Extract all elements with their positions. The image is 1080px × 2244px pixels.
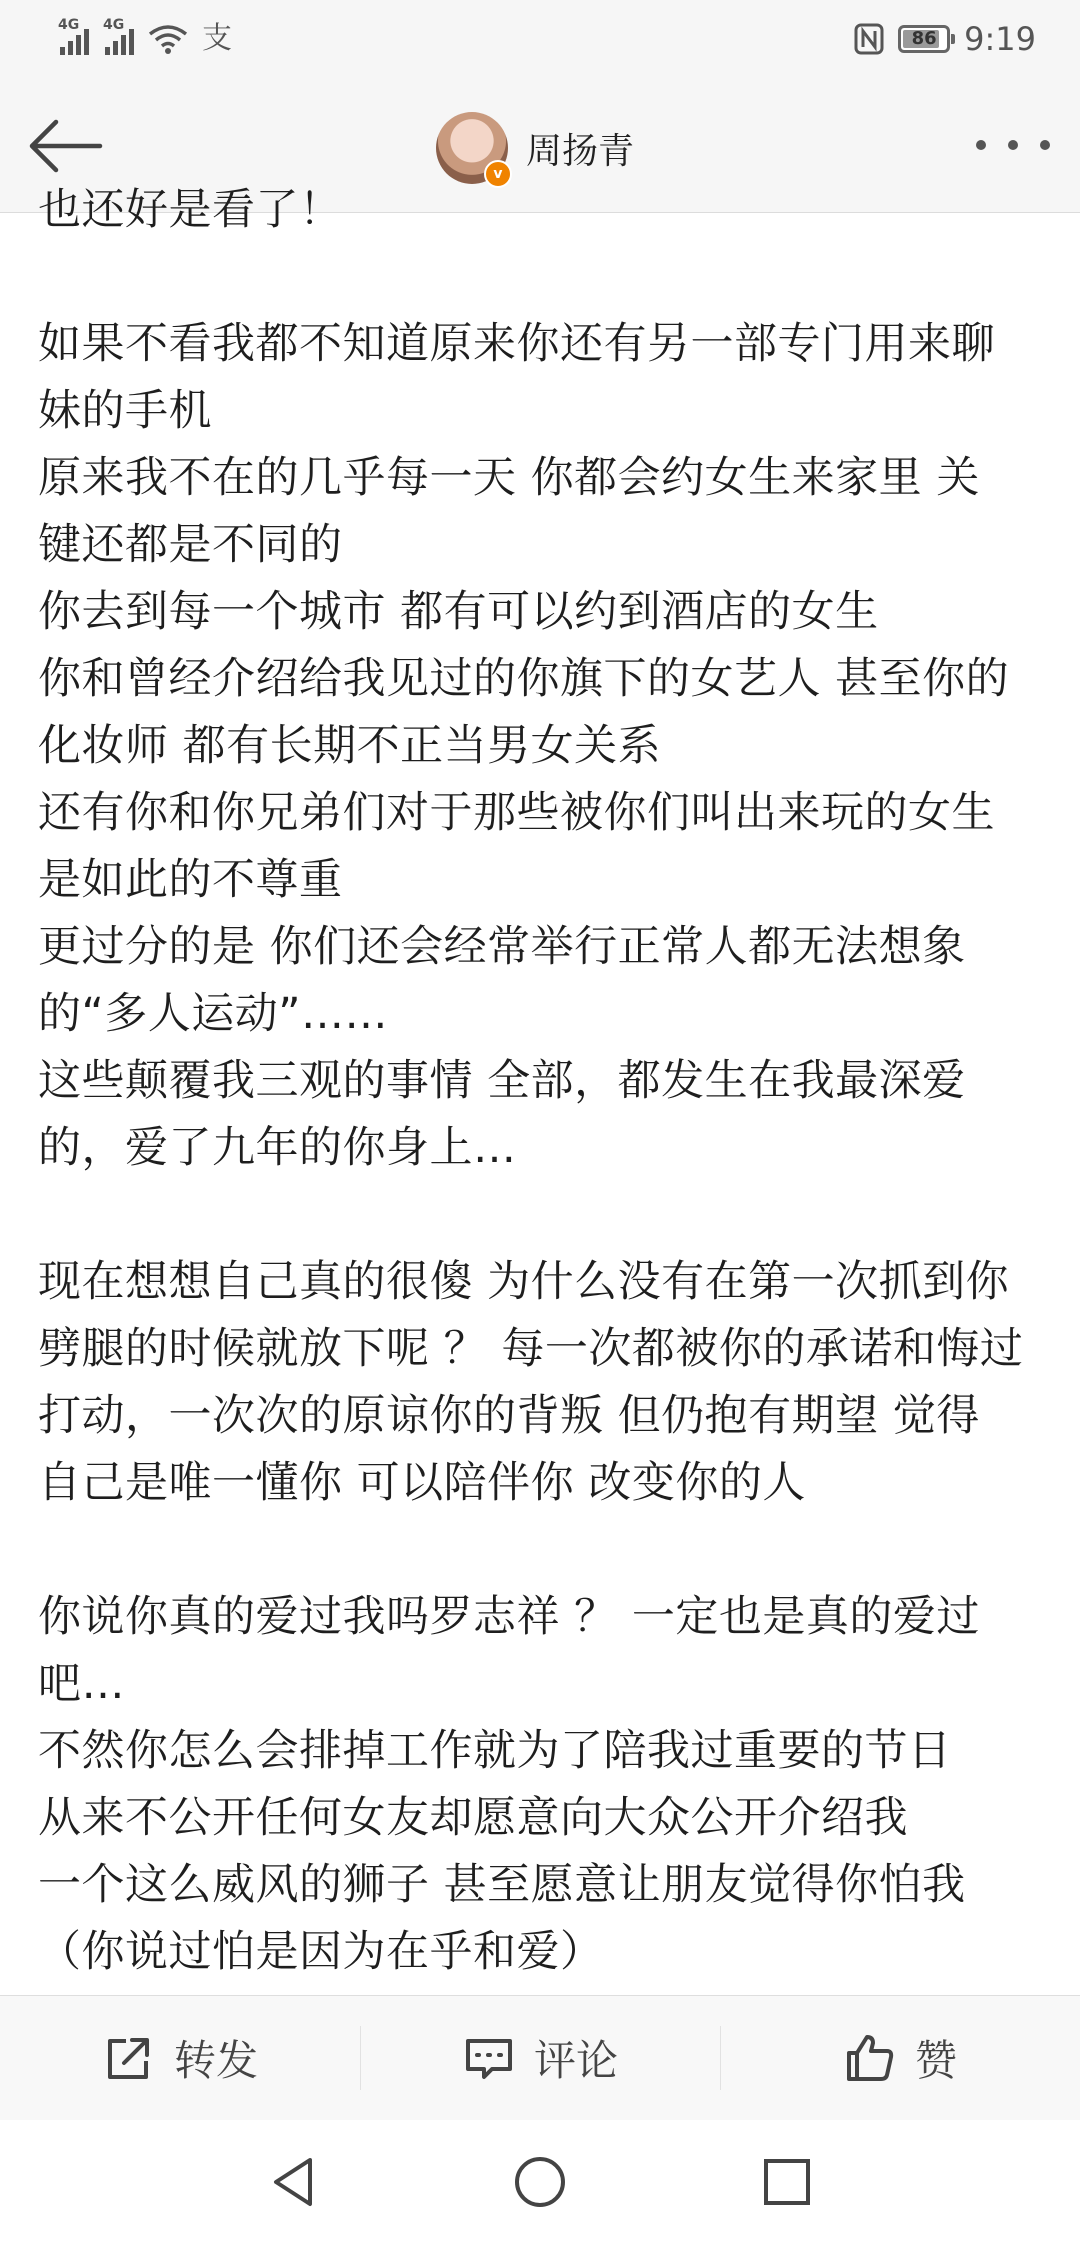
action-bar xyxy=(0,1995,1080,2120)
post-text-line: 还有你和你兄弟们对于那些被你们叫出来玩的女生 xyxy=(38,788,995,838)
post-text-line: 化妆师 都有长期不正当男女关系 xyxy=(38,721,662,771)
post-content[interactable] xyxy=(0,185,1080,1995)
post-text-line: 不然你怎么会排掉工作就为了陪我过重要的节日 xyxy=(38,1726,952,1776)
post-text-line: 的“多人运动”…… xyxy=(38,989,389,1039)
post-text-line: 你去到每一个城市 都有可以约到酒店的女生 xyxy=(38,587,879,637)
network-type-1: 4G xyxy=(58,17,80,33)
post-text-line: （你说过怕是因为在乎和爱） xyxy=(38,1927,604,1977)
post-text-line: 打动，一次次的原谅你的背叛 但仍抱有期望 觉得 xyxy=(38,1391,980,1441)
post-text-line: 键还都是不同的 xyxy=(38,520,343,570)
post-text-line: 妹的手机 xyxy=(38,386,212,436)
post-text-line: 你和曾经介绍给我见过的你旗下的女艺人 甚至你的 xyxy=(38,654,1010,704)
like-label: 赞 xyxy=(914,2036,957,2085)
comment-label: 评论 xyxy=(533,2036,618,2085)
blank-line xyxy=(38,244,1048,311)
post-text-line: 更过分的是 你们还会经常举行正常人都无法想象 xyxy=(38,922,966,972)
avatar[interactable] xyxy=(436,112,508,184)
username[interactable]: 周扬青 xyxy=(526,130,635,172)
repost-button[interactable] xyxy=(0,1996,360,2120)
nav-home-button[interactable] xyxy=(505,2147,575,2217)
post-text-line: 如果不看我都不知道原来你还有另一部专门用来聊 xyxy=(38,319,995,369)
post-text-line: 也还好是看了！ xyxy=(38,185,343,235)
network-type-2: 4G xyxy=(103,17,125,33)
post-text-line: 从来不公开任何女友却愿意向大众公开介绍我 xyxy=(38,1793,908,1843)
system-nav-bar xyxy=(0,2120,1080,2244)
back-arrow-icon xyxy=(26,114,106,178)
signal-icon-1 xyxy=(58,17,89,55)
battery-percent: 86 xyxy=(911,28,937,49)
post-text-line: 一个这么威风的狮子 甚至愿意让朋友觉得你怕我 xyxy=(38,1860,966,1910)
post-text-line: 吧… xyxy=(38,1659,125,1709)
blank-line xyxy=(38,1517,1048,1584)
nfc-icon xyxy=(854,23,884,55)
battery-icon xyxy=(898,25,950,53)
nav-back-icon xyxy=(268,2154,318,2210)
clock: 9:19 xyxy=(964,20,1036,58)
repost-label: 转发 xyxy=(173,2036,258,2085)
wifi-icon xyxy=(148,23,188,55)
post-text-line: 的，爱了九年的你身上… xyxy=(38,1123,517,1173)
post-text-line: 这些颠覆我三观的事情 全部，都发生在我最深爱 xyxy=(38,1056,966,1106)
comment-icon xyxy=(462,2031,516,2085)
thumbs-up-icon xyxy=(843,2031,897,2085)
more-options-button[interactable] xyxy=(976,130,1050,160)
signal-icon-2 xyxy=(103,17,134,55)
post-text-line: 原来我不在的几乎每一天 你都会约女生来家里 关 xyxy=(38,453,980,503)
nav-recents-icon xyxy=(762,2157,812,2207)
profile-link[interactable] xyxy=(436,110,634,186)
status-bar xyxy=(0,0,1080,80)
post-text-line: 劈腿的时候就放下呢 ？ 每一次都被你的承诺和悔过 xyxy=(38,1324,1024,1374)
post-text-line: 是如此的不尊重 xyxy=(38,855,343,905)
post-text-line: 现在想想自己真的很傻 为什么没有在第一次抓到你 xyxy=(38,1257,1010,1307)
like-button[interactable] xyxy=(720,1996,1080,2120)
repost-icon xyxy=(102,2031,156,2085)
nav-back-button[interactable] xyxy=(258,2147,328,2217)
post-text-line: 自己是唯一懂你 可以陪伴你 改变你的人 xyxy=(38,1458,806,1508)
status-left xyxy=(58,14,232,64)
blank-line xyxy=(38,1182,1048,1249)
post-text-line: 你说你真的爱过我吗罗志祥 ？ 一定也是真的爱过 xyxy=(38,1592,980,1642)
more-dots-icon xyxy=(976,140,986,150)
nav-home-icon xyxy=(512,2154,568,2210)
back-button[interactable] xyxy=(26,114,106,178)
comment-button[interactable] xyxy=(360,1996,720,2120)
more-dot xyxy=(1040,140,1050,150)
more-dot xyxy=(1008,140,1018,150)
post-text xyxy=(38,177,1048,2053)
verified-badge-icon: v xyxy=(484,160,512,188)
alipay-icon: 支 xyxy=(202,21,232,56)
status-right xyxy=(854,14,1036,64)
nav-recents-button[interactable] xyxy=(752,2147,822,2217)
